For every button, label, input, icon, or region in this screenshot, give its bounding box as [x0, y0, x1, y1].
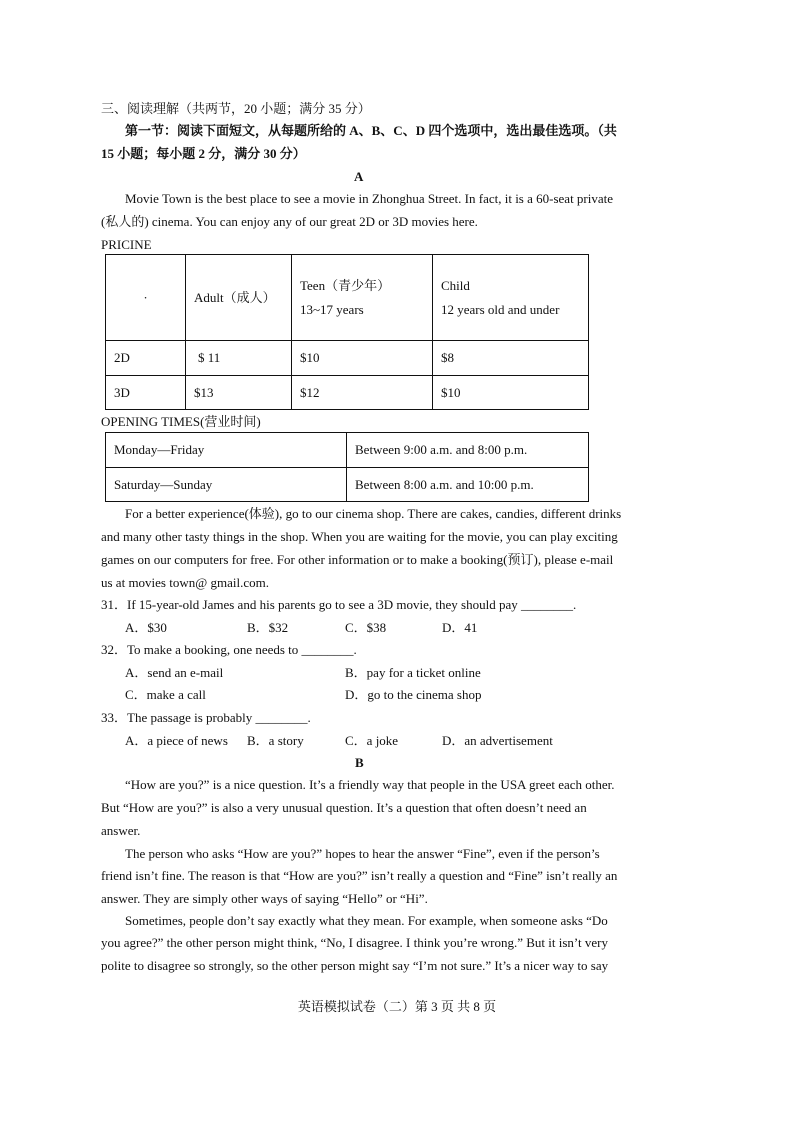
row-label: 2D [106, 341, 186, 376]
price-cell: $12 [292, 376, 433, 410]
passage-b-line: “How are you?” is a nice question. It’s a friendly way that people in the USA greet each other. [125, 777, 615, 792]
pricing-label: PRICINE [101, 237, 152, 252]
q31-option-d[interactable]: D．41 [442, 620, 478, 635]
passage-b-line: you agree?” the other person might think, “No, I disagree. I think you’re wrong.” But it isn’t very [101, 935, 608, 950]
q31-option-c[interactable]: C．$38 [345, 620, 387, 635]
passage-a-paragraph-line: For a better experience(体验), go to our cinema shop. There are cakes, candies, different drinks [125, 506, 622, 521]
passage-b-line: answer. They are simply other ways of saying “Hello” or “Hi”. [101, 891, 428, 906]
section1-intro-line1: 第一节：阅读下面短文，从每题所给的 A、B、C、D 四个选项中，选出最佳选项。（共 [125, 123, 617, 138]
q32-option-a[interactable]: A．send an e-mail [125, 665, 224, 680]
opening-times-table [105, 432, 589, 502]
pricing-row-2d [106, 341, 589, 376]
pricing-header-child [433, 255, 589, 341]
price-cell: $10 [433, 376, 589, 410]
price-cell: $13 [186, 376, 292, 410]
pricing-row-3d [106, 376, 589, 410]
opening-days: Monday—Friday [106, 433, 347, 468]
price-cell: $8 [433, 341, 589, 376]
q32-option-c[interactable]: C．make a call [125, 687, 206, 702]
q33-option-b[interactable]: B．a story [247, 733, 304, 748]
passage-b-line: Sometimes, people don’t say exactly what they mean. For example, when someone asks “Do [125, 913, 608, 928]
section-header: 三、阅读理解（共两节，20 小题；满分 35 分） [101, 101, 371, 116]
passage-a-paragraph-line: games on our computers for free. For other information or to make a booking(预订), please e-mail [101, 552, 614, 567]
q33-option-d[interactable]: D．an advertisement [442, 733, 553, 748]
adult-label: Adult（成人） [194, 289, 276, 305]
section1-intro-line2: 15 小题；每小题 2 分，满分 30 分） [101, 146, 306, 161]
price-cell: $10 [292, 341, 433, 376]
pricing-table [105, 254, 589, 410]
passage-b-line: But “How are you?” is also a very unusual question. It’s a question that often doesn’t need an [101, 800, 587, 815]
question-33-stem: 33．The passage is probably ________. [101, 710, 311, 725]
opening-hours: Between 8:00 a.m. and 10:00 p.m. [347, 468, 589, 502]
price-cell: $ 11 [186, 341, 292, 376]
teen-age-range: 13~17 years [300, 301, 364, 317]
passage-a-paragraph-line: and many other tasty things in the shop. When you are waiting for the movie, you can play exciting [101, 529, 618, 544]
child-label: Child [441, 277, 470, 293]
passage-a-paragraph-line: us at movies town@ gmail.com. [101, 575, 269, 590]
passage-a-intro-line1: Movie Town is the best place to see a movie in Zhonghua Street. In fact, it is a 60-seat private [125, 191, 614, 206]
pricing-header-teen [292, 255, 433, 341]
q33-option-c[interactable]: C．a joke [345, 733, 399, 748]
passage-a-letter: A [354, 169, 364, 184]
passage-b-line: friend isn’t fine. The reason is that “How are you?” isn’t really a question and “Fine” isn’t really an [101, 868, 618, 883]
q32-option-b[interactable]: B．pay for a ticket online [345, 665, 481, 680]
passage-b-line: answer. [101, 823, 141, 838]
q33-option-a[interactable]: A．a piece of news [125, 733, 228, 748]
child-age-range: 12 years old and under [441, 301, 560, 317]
teen-label: Teen（青少年） [300, 277, 391, 293]
q32-option-d[interactable]: D．go to the cinema shop [345, 687, 482, 702]
pricing-header-row [106, 255, 589, 341]
q31-option-a[interactable]: A．$30 [125, 620, 167, 635]
opening-row [106, 433, 589, 468]
pricing-corner-cell: · [106, 255, 186, 341]
passage-a-intro-line2: (私人的) cinema. You can enjoy any of our great 2D or 3D movies here. [101, 214, 478, 229]
opening-hours: Between 9:00 a.m. and 8:00 p.m. [347, 433, 589, 468]
opening-days: Saturday—Sunday [106, 468, 347, 502]
passage-b-letter: B [355, 755, 364, 770]
opening-times-label: OPENING TIMES(营业时间) [101, 414, 261, 429]
row-label: 3D [106, 376, 186, 410]
q31-option-b[interactable]: B．$32 [247, 620, 289, 635]
opening-row [106, 468, 589, 502]
pricing-header-adult [186, 255, 292, 341]
page-footer: 英语模拟试卷（二）第 3 页 共 8 页 [297, 999, 497, 1014]
passage-b-line: polite to disagree so strongly, so the other person might say “I’m not sure.” It’s a nicer way to say [101, 958, 609, 973]
question-32-stem: 32．To make a booking, one needs to ________. [101, 642, 357, 657]
question-31-stem: 31．If 15-year-old James and his parents go to see a 3D movie, they should pay ________. [101, 597, 577, 612]
passage-b-line: The person who asks “How are you?” hopes to hear the answer “Fine”, even if the person’s [125, 846, 600, 861]
